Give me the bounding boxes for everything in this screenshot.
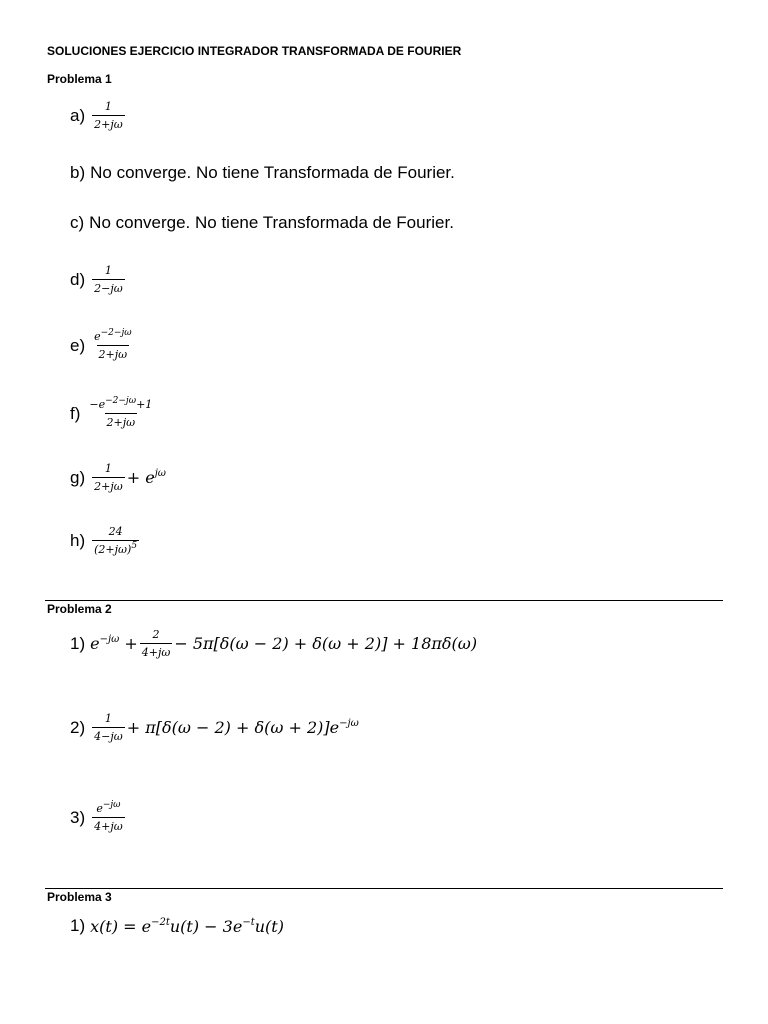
expression-tail: − 5π[δ(ω − 2) + δ(ω + 2)] + 18πδ(ω) (174, 634, 478, 653)
exponent: −2t (151, 916, 170, 928)
numerator: 1 (104, 712, 112, 725)
answer-2-3 (70, 802, 127, 833)
exponent: −jω (339, 718, 359, 729)
exponent: −2−jω (100, 328, 132, 338)
document-title: SOLUCIONES EJERCICIO INTEGRADOR TRANSFORMADA DE FOURIER (47, 44, 462, 58)
fraction (92, 100, 125, 131)
answer-label: e) (70, 335, 86, 355)
numerator (87, 398, 154, 413)
den-base: (2+jω) (94, 543, 132, 556)
answer-text: No converge. No tiene Transformada de Fourier. (90, 163, 455, 182)
numerator: 1 (104, 100, 112, 113)
tail-body: + π[δ(ω − 2) + δ(ω + 2)]e (126, 718, 340, 737)
answer-1a (70, 100, 127, 131)
answer-text: No converge. No tiene Transformada de Fourier. (89, 213, 454, 232)
answer-1d (70, 264, 127, 295)
denominator: 2+jω (97, 345, 130, 361)
answer-label: g) (70, 467, 86, 487)
section-divider (45, 600, 723, 601)
num-suffix: +1 (136, 398, 153, 411)
answer-label: f) (70, 403, 81, 423)
answer-label: c) (70, 213, 85, 232)
answer-label: 1) (70, 633, 86, 653)
exponent: 5 (131, 541, 138, 551)
denominator (92, 540, 139, 556)
fraction (92, 802, 125, 833)
denominator: 2+jω (105, 413, 138, 429)
denominator: 4+jω (92, 817, 125, 833)
expression (90, 917, 284, 936)
denominator: 4−jω (92, 727, 125, 743)
expression-tail (127, 468, 166, 487)
exponent: −jω (102, 800, 121, 810)
answer-1b (70, 163, 455, 183)
answer-3-1 (70, 916, 284, 936)
answer-label: 3) (70, 807, 86, 827)
numerator: 1 (104, 264, 112, 277)
answer-1c (70, 213, 454, 233)
answer-label: 2) (70, 717, 86, 737)
answer-1g (70, 462, 166, 493)
exponent: −jω (99, 634, 120, 645)
denominator: 4+jω (140, 643, 173, 659)
answer-label: h) (70, 530, 86, 550)
problem-2-heading: Problema 2 (47, 602, 112, 616)
tail-base: + e (126, 468, 155, 487)
expression-tail (127, 718, 359, 737)
answer-2-2 (70, 712, 359, 743)
denominator: 2+jω (92, 115, 125, 131)
fraction (87, 398, 154, 429)
lhs: x(t) = e (90, 916, 152, 936)
fraction (140, 628, 173, 659)
problem-3-heading: Problema 3 (47, 890, 112, 904)
problem-1-heading: Problema 1 (47, 72, 112, 86)
middle-term: u(t) − 3e (169, 916, 243, 936)
answer-1e (70, 330, 136, 361)
exp-base: e (96, 802, 103, 815)
fraction (92, 712, 125, 743)
plus-sign: + (119, 634, 138, 653)
numerator (94, 802, 122, 817)
fraction (92, 264, 125, 295)
fraction (92, 525, 139, 556)
tail-term: u(t) (254, 916, 284, 936)
exponent: −2−jω (105, 396, 137, 406)
numerator: 1 (104, 462, 112, 475)
exponent: jω (154, 468, 166, 479)
denominator: 2−jω (92, 279, 125, 295)
answer-label: d) (70, 269, 86, 289)
numerator: 2 (152, 628, 160, 641)
exp-base: e (90, 634, 100, 653)
exponent: −t (242, 916, 255, 928)
denominator: 2+jω (92, 477, 125, 493)
numerator (92, 330, 133, 345)
num-prefix: −e (89, 398, 106, 411)
fraction (92, 462, 125, 493)
numerator: 24 (108, 525, 123, 538)
answer-label: b) (70, 163, 86, 182)
fraction (92, 330, 133, 361)
section-divider (45, 888, 723, 889)
answer-label: 1) (70, 916, 86, 935)
answer-2-1 (70, 628, 477, 659)
answer-1h (70, 525, 141, 556)
exp-base: e (94, 330, 101, 343)
expression-head (90, 634, 138, 653)
answer-label: a) (70, 105, 86, 125)
answer-1f (70, 398, 156, 429)
